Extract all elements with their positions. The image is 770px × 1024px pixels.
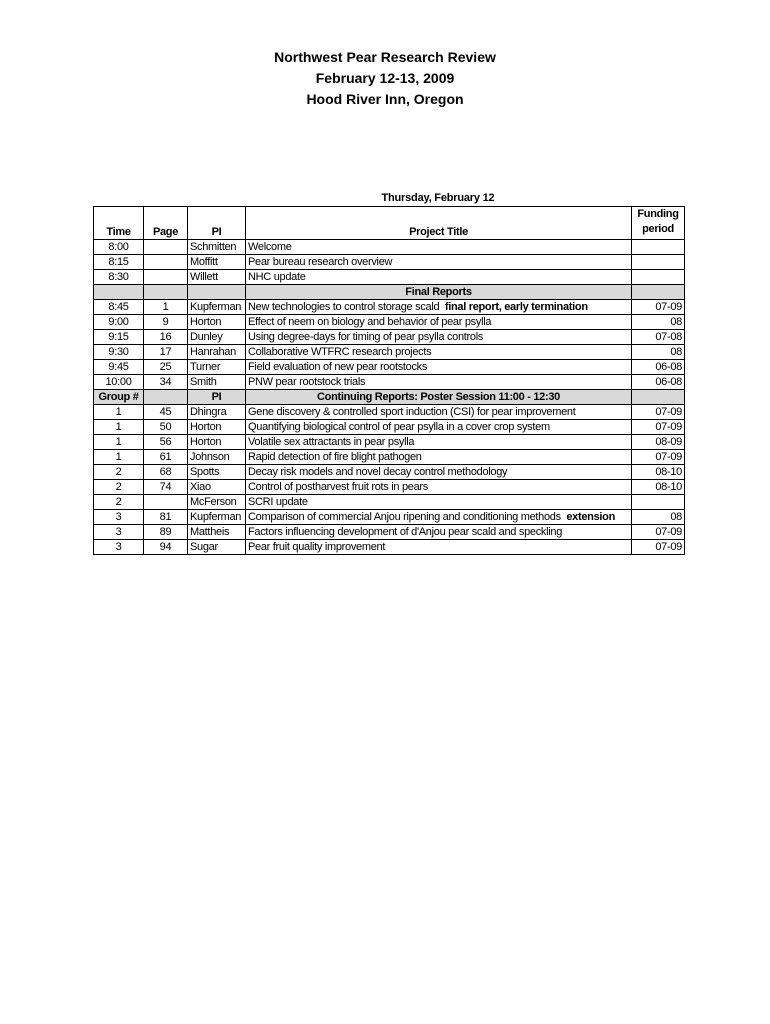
continuing-report-row [94, 510, 685, 525]
schedule-table [93, 206, 685, 555]
page-cell [144, 495, 188, 510]
group-number-header: Group # [94, 390, 144, 405]
time-cell: 8:00 [94, 240, 144, 255]
time-cell: 2 [94, 465, 144, 480]
empty-cell [632, 390, 685, 405]
page-header: Page [144, 207, 188, 240]
project-title-text: Collaborative WTFRC research projects [248, 346, 432, 358]
project-title-text: Volatile sex attractants in pear psylla [248, 436, 415, 448]
title-line-2: February 12-13, 2009 [315, 70, 455, 86]
time-cell: 8:45 [94, 300, 144, 315]
final-reports-label: Final Reports [246, 285, 632, 300]
page-cell [144, 270, 188, 285]
project-note: final report, early termination [444, 301, 588, 313]
day-label: Thursday, February 12 [381, 192, 495, 204]
funding-period-cell: 07-09 [632, 300, 685, 315]
pi-cell: Kupferman [188, 510, 246, 525]
time-cell: 2 [94, 495, 144, 510]
final-report-row [94, 375, 685, 390]
funding-period-cell: 08 [632, 345, 685, 360]
project-title-cell [246, 270, 632, 285]
funding-period-cell: 07-09 [632, 525, 685, 540]
funding-period-cell: 07-09 [632, 540, 685, 555]
project-title-text: Quantifying biological control of pear psylla in a cover crop system [248, 421, 550, 433]
time-cell: 9:00 [94, 315, 144, 330]
time-cell: 3 [94, 525, 144, 540]
pi-cell: Willett [188, 270, 246, 285]
funding-header-line-2: period [642, 223, 674, 235]
continuing-report-row [94, 465, 685, 480]
time-cell: 9:15 [94, 330, 144, 345]
project-note: extension [566, 511, 615, 523]
funding-period-header [632, 207, 685, 240]
project-title-text: Gene discovery & controlled sport induction (CSI) for pear improvement [248, 406, 576, 418]
funding-period-cell: 07-09 [632, 405, 685, 420]
funding-period-cell: 08-10 [632, 465, 685, 480]
pi-header: PI [188, 207, 246, 240]
page-cell: 1 [144, 300, 188, 315]
project-title-cell [246, 450, 632, 465]
table-header-row [94, 207, 685, 240]
funding-period-cell [632, 240, 685, 255]
continuing-reports-label: Continuing Reports: Poster Session 11:00 - 12:30 [246, 390, 632, 405]
funding-period-cell: 07-09 [632, 420, 685, 435]
continuing-report-row [94, 540, 685, 555]
project-title-cell [246, 510, 632, 525]
time-cell: 1 [94, 420, 144, 435]
project-title-text: Field evaluation of new pear rootstocks [248, 361, 428, 373]
pi-cell: Smith [188, 375, 246, 390]
empty-cell [144, 390, 188, 405]
funding-period-cell: 08-10 [632, 480, 685, 495]
funding-period-cell: 06-08 [632, 360, 685, 375]
funding-period-cell: 06-08 [632, 375, 685, 390]
time-cell: 10:00 [94, 375, 144, 390]
opening-row [94, 255, 685, 270]
pi-cell: McFerson [188, 495, 246, 510]
page-cell: 68 [144, 465, 188, 480]
page-cell: 61 [144, 450, 188, 465]
page-cell: 45 [144, 405, 188, 420]
pi-header: PI [188, 390, 246, 405]
continuing-report-row [94, 405, 685, 420]
page-cell: 9 [144, 315, 188, 330]
pi-cell: Mattheis [188, 525, 246, 540]
time-cell: 1 [94, 405, 144, 420]
continuing-report-row [94, 420, 685, 435]
project-title-text: Pear fruit quality improvement [248, 541, 386, 553]
project-title-cell [246, 345, 632, 360]
final-report-row [94, 315, 685, 330]
funding-period-cell: 08 [632, 315, 685, 330]
pi-cell: Spotts [188, 465, 246, 480]
page-cell [144, 240, 188, 255]
empty-cell [94, 285, 144, 300]
project-title-cell [246, 360, 632, 375]
document-title [0, 47, 770, 110]
page-cell: 25 [144, 360, 188, 375]
continuing-report-row [94, 450, 685, 465]
project-title-cell [246, 255, 632, 270]
time-header: Time [94, 207, 144, 240]
project-title-text: Control of postharvest fruit rots in pears [248, 481, 428, 493]
project-title-cell [246, 375, 632, 390]
final-reports-section-row [94, 285, 685, 300]
pi-cell: Turner [188, 360, 246, 375]
funding-period-cell: 08-09 [632, 435, 685, 450]
funding-period-cell [632, 495, 685, 510]
pi-cell: Dunley [188, 330, 246, 345]
funding-period-cell [632, 270, 685, 285]
opening-row [94, 270, 685, 285]
project-title-text: Comparison of commercial Anjou ripening and conditioning methods [248, 511, 561, 523]
time-cell: 1 [94, 435, 144, 450]
pi-cell: Moffitt [188, 255, 246, 270]
project-title-cell [246, 465, 632, 480]
project-title-cell [246, 420, 632, 435]
pi-cell: Sugar [188, 540, 246, 555]
project-title-text: Rapid detection of fire blight pathogen [248, 451, 422, 463]
project-title-cell [246, 240, 632, 255]
page-cell: 56 [144, 435, 188, 450]
project-title-text: Effect of neem on biology and behavior of pear psylla [248, 316, 492, 328]
project-title-header: Project Title [246, 207, 632, 240]
empty-cell [144, 285, 188, 300]
page-cell: 89 [144, 525, 188, 540]
page-cell: 17 [144, 345, 188, 360]
page-cell: 16 [144, 330, 188, 345]
title-line-3: Hood River Inn, Oregon [306, 91, 464, 107]
final-report-row [94, 330, 685, 345]
opening-row [94, 240, 685, 255]
funding-period-cell: 07-09 [632, 450, 685, 465]
project-title-text: Welcome [248, 241, 292, 253]
project-title-cell [246, 330, 632, 345]
pi-cell: Xiao [188, 480, 246, 495]
continuing-reports-section-row [94, 390, 685, 405]
pi-cell: Schmitten [188, 240, 246, 255]
time-cell: 3 [94, 540, 144, 555]
pi-cell: Hanrahan [188, 345, 246, 360]
pi-cell: Johnson [188, 450, 246, 465]
time-cell: 2 [94, 480, 144, 495]
page-cell: 50 [144, 420, 188, 435]
title-line-1: Northwest Pear Research Review [274, 49, 496, 65]
funding-period-cell: 07-08 [632, 330, 685, 345]
time-cell: 8:30 [94, 270, 144, 285]
pi-cell: Horton [188, 315, 246, 330]
project-title-cell [246, 495, 632, 510]
page-cell: 74 [144, 480, 188, 495]
empty-cell [188, 285, 246, 300]
project-title-text: SCRI update [248, 496, 308, 508]
time-cell: 3 [94, 510, 144, 525]
project-title-text: NHC update [248, 271, 306, 283]
project-title-text: Pear bureau research overview [248, 256, 393, 268]
project-title-cell [246, 405, 632, 420]
funding-header-line-1: Funding [637, 208, 679, 220]
pi-cell: Horton [188, 435, 246, 450]
funding-period-cell: 08 [632, 510, 685, 525]
project-title-cell [246, 435, 632, 450]
project-title-cell [246, 315, 632, 330]
continuing-report-row [94, 525, 685, 540]
final-report-row [94, 345, 685, 360]
project-title-text: New technologies to control storage scald [248, 301, 440, 313]
project-title-cell [246, 300, 632, 315]
pi-cell: Horton [188, 420, 246, 435]
continuing-report-row [94, 435, 685, 450]
time-cell: 9:30 [94, 345, 144, 360]
page-cell [144, 255, 188, 270]
page-cell: 81 [144, 510, 188, 525]
project-title-text: PNW pear rootstock trials [248, 376, 366, 388]
time-cell: 1 [94, 450, 144, 465]
empty-cell [632, 285, 685, 300]
project-title-cell [246, 480, 632, 495]
time-cell: 8:15 [94, 255, 144, 270]
funding-period-cell [632, 255, 685, 270]
project-title-text: Factors influencing development of d'Anjou pear scald and speckling [248, 526, 563, 538]
project-title-text: Decay risk models and novel decay control methodology [248, 466, 508, 478]
pi-cell: Dhingra [188, 405, 246, 420]
final-report-row [94, 360, 685, 375]
page-cell: 34 [144, 375, 188, 390]
pi-cell: Kupferman [188, 300, 246, 315]
project-title-cell [246, 540, 632, 555]
page-cell: 94 [144, 540, 188, 555]
continuing-report-row [94, 495, 685, 510]
continuing-report-row [94, 480, 685, 495]
time-cell: 9:45 [94, 360, 144, 375]
project-title-text: Using degree-days for timing of pear psylla controls [248, 331, 484, 343]
final-report-row [94, 300, 685, 315]
project-title-cell [246, 525, 632, 540]
